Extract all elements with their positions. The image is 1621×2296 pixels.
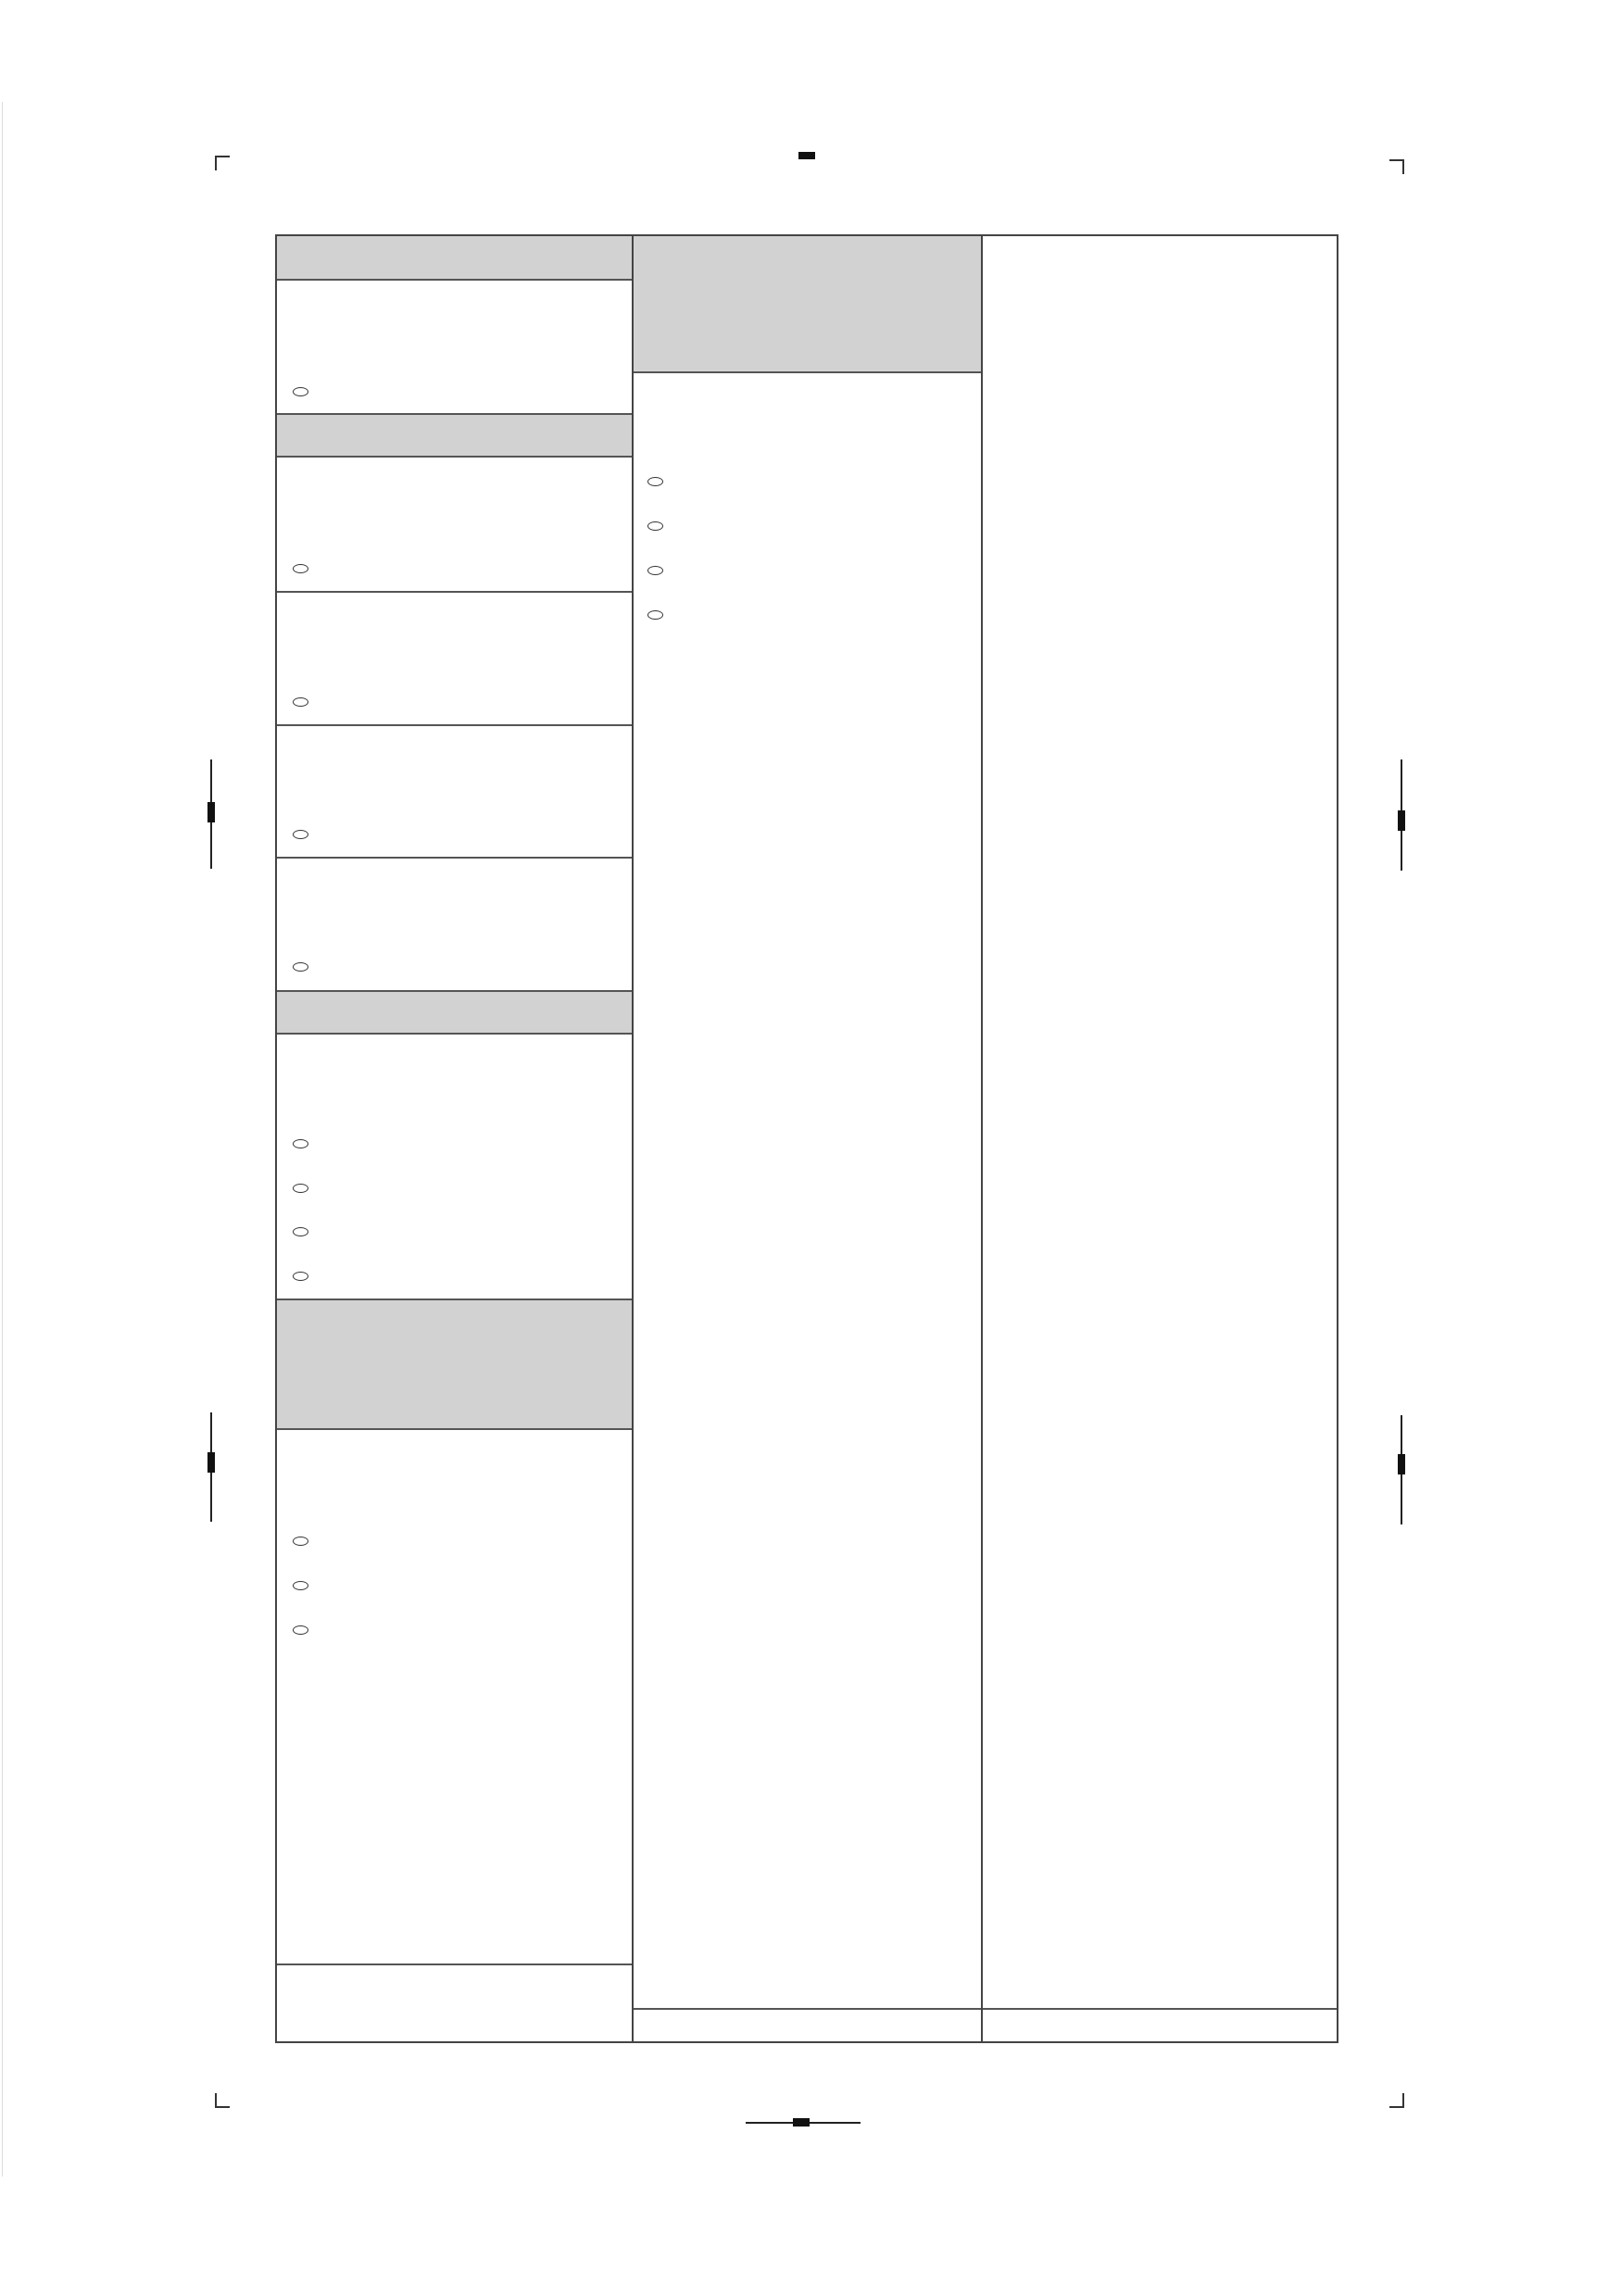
- section-header-state: [277, 236, 632, 281]
- vote-oval[interactable]: [293, 1227, 308, 1236]
- contest-divider: [277, 724, 632, 726]
- section-header-city: [277, 990, 632, 1035]
- footer-divider-col3: [983, 2008, 1337, 2010]
- registration-mark-bottom-block: [793, 2118, 810, 2127]
- vote-oval[interactable]: [293, 1139, 308, 1148]
- section-header-county: [277, 413, 632, 458]
- column-divider-2: [981, 234, 983, 2043]
- footer-divider-col1: [277, 1964, 632, 1965]
- vote-oval[interactable]: [293, 697, 308, 707]
- footer-divider-col2: [634, 2008, 981, 2010]
- crop-mark-top-left: [215, 156, 230, 170]
- vote-oval[interactable]: [293, 1537, 308, 1546]
- vote-oval[interactable]: [647, 610, 663, 620]
- registration-mark-left-lower-block: [207, 1452, 215, 1473]
- vote-oval[interactable]: [647, 477, 663, 486]
- vote-oval[interactable]: [293, 1581, 308, 1590]
- contest-divider: [277, 591, 632, 593]
- ballot-frame: [275, 234, 1338, 2043]
- vote-oval[interactable]: [647, 521, 663, 531]
- vote-oval[interactable]: [293, 1625, 308, 1635]
- registration-mark-right-lower-block: [1398, 1454, 1405, 1474]
- crop-mark-top-right: [1389, 159, 1404, 174]
- registration-mark-right-upper-block: [1398, 810, 1405, 831]
- column-divider-1: [632, 234, 634, 2043]
- section-header-sud: [634, 236, 981, 373]
- vote-oval[interactable]: [293, 1184, 308, 1193]
- vote-oval[interactable]: [293, 387, 308, 396]
- page-left-edge: [2, 102, 3, 2177]
- crop-mark-bottom-right: [1389, 2093, 1404, 2108]
- vote-oval[interactable]: [293, 962, 308, 972]
- registration-mark-left-upper-block: [207, 802, 215, 822]
- vote-oval[interactable]: [647, 566, 663, 575]
- registration-mark-top-block: [798, 152, 815, 159]
- vote-oval[interactable]: [293, 830, 308, 839]
- contest-divider: [277, 857, 632, 859]
- vote-oval[interactable]: [293, 564, 308, 573]
- section-header-kisd: [277, 1299, 632, 1430]
- crop-mark-bottom-left: [215, 2093, 230, 2108]
- vote-oval[interactable]: [293, 1272, 308, 1281]
